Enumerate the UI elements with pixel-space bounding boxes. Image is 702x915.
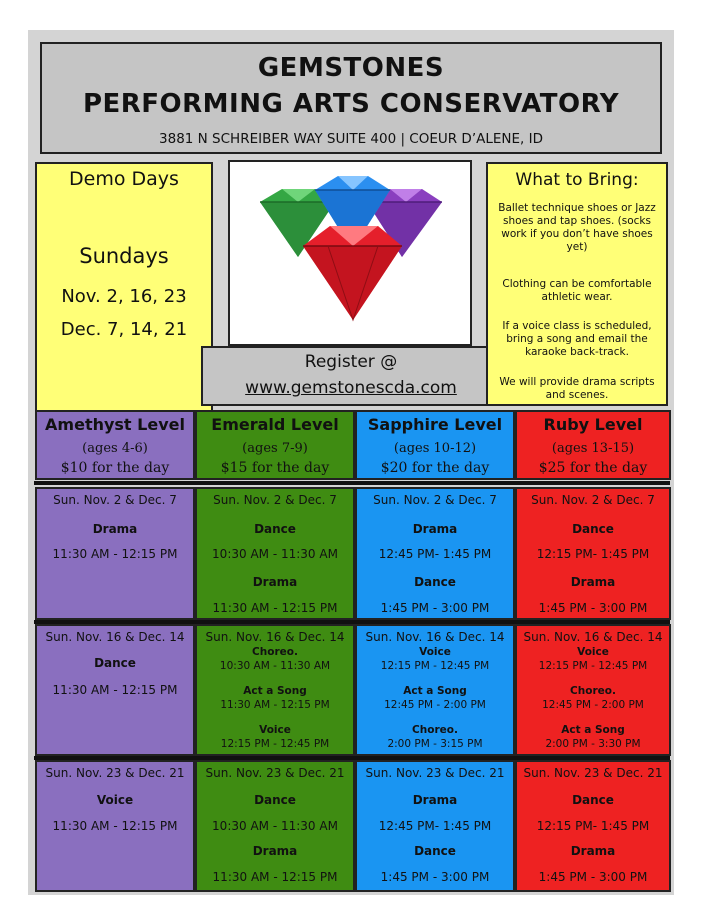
bring-voice-text: If a voice class is scheduled, bring a song and email the karaoke back-track.	[502, 320, 652, 358]
class-time: 1:45 PM - 3:00 PM	[380, 870, 490, 884]
cell-dates: Sun. Nov. 16 & Dec. 14	[45, 630, 185, 644]
class-time: 12:15 PM - 12:45 PM	[380, 660, 490, 672]
level-sapphire	[355, 410, 515, 480]
register-label: Register @	[304, 352, 398, 372]
class-time: 10:30 AM - 11:30 AM	[212, 547, 338, 561]
schedule-cell-sapphire-row1	[355, 487, 515, 620]
cell-dates: Sun. Nov. 23 & Dec. 21	[523, 766, 663, 780]
class-name: Voice	[577, 646, 609, 658]
level-name: Sapphire Level	[367, 415, 503, 434]
cell-dates: Sun. Nov. 2 & Dec. 7	[531, 493, 655, 507]
cell-dates: Sun. Nov. 16 & Dec. 14	[365, 630, 505, 644]
cell-dates: Sun. Nov. 2 & Dec. 7	[53, 493, 177, 507]
schedule-cell-sapphire-row2	[355, 624, 515, 756]
class-time: 12:15 PM - 12:45 PM	[538, 660, 648, 672]
register-box	[201, 346, 501, 406]
level-price: $15 for the day	[220, 460, 330, 476]
level-price: $10 for the day	[60, 460, 170, 476]
cell-dates: Sun. Nov. 23 & Dec. 21	[45, 766, 185, 780]
level-ruby	[515, 410, 671, 480]
class-name: Drama	[570, 844, 616, 858]
level-name: Amethyst Level	[45, 415, 185, 434]
class-time: 12:15 PM - 12:45 PM	[220, 738, 330, 750]
schedule-cell-amethyst-row2	[35, 624, 195, 756]
register-link[interactable]: www.gemstonescda.com	[245, 378, 457, 398]
class-time: 10:30 AM - 11:30 AM	[219, 660, 331, 672]
cell-dates: Sun. Nov. 16 & Dec. 14	[205, 630, 345, 644]
class-name: Voice	[96, 793, 134, 807]
level-name: Ruby Level	[543, 415, 643, 434]
schedule-cell-amethyst-row3	[35, 760, 195, 892]
schedule-cell-emerald-row3	[195, 760, 355, 892]
class-time: 1:45 PM - 3:00 PM	[380, 601, 490, 615]
cell-dates: Sun. Nov. 2 & Dec. 7	[373, 493, 497, 507]
class-time: 2:00 PM - 3:15 PM	[387, 738, 483, 750]
class-time: 1:45 PM - 3:00 PM	[538, 870, 648, 884]
demo-days-title: Demo Days	[69, 168, 179, 190]
class-name: Act a Song	[561, 724, 625, 736]
class-name: Choreo.	[252, 646, 298, 658]
level-emerald	[195, 410, 355, 480]
class-time: 11:30 AM - 12:15 PM	[212, 601, 338, 615]
title-conservatory: PERFORMING ARTS CONSERVATORY	[82, 89, 620, 119]
schedule-cell-sapphire-row3	[355, 760, 515, 892]
level-ages: (ages 7-9)	[242, 441, 308, 456]
class-name: Voice	[259, 724, 291, 736]
demo-days-dates-dec: Dec. 7, 14, 21	[60, 319, 188, 340]
class-time: 11:30 AM - 12:15 PM	[52, 683, 178, 697]
class-time: 1:45 PM - 3:00 PM	[538, 601, 648, 615]
class-name: Drama	[252, 844, 298, 858]
demo-days-box	[35, 162, 213, 414]
class-name: Dance	[414, 844, 456, 858]
bring-clothing-text: Clothing can be comfortable athletic wear.	[502, 278, 652, 303]
class-time: 12:45 PM - 2:00 PM	[542, 699, 644, 711]
class-name: Act a Song	[243, 685, 307, 697]
class-name: Drama	[92, 522, 138, 536]
schedule-cell-emerald-row1	[195, 487, 355, 620]
schedule-cell-ruby-row1	[515, 487, 671, 620]
what-to-bring-title: What to Bring:	[515, 170, 639, 190]
address: 3881 N SCHREIBER WAY SUITE 400 | COEUR D’ALENE, ID	[159, 131, 543, 147]
bring-shoes-text: Ballet technique shoes or Jazz shoes and tap shoes. (socks work if you don’t have shoes yet)	[498, 202, 656, 253]
class-name: Drama	[412, 793, 458, 807]
gemstones-logo-icon	[230, 162, 470, 344]
class-time: 12:15 PM- 1:45 PM	[536, 819, 650, 833]
schedule-cell-amethyst-row1	[35, 487, 195, 620]
level-name: Emerald Level	[211, 415, 339, 434]
class-time: 12:45 PM - 2:00 PM	[384, 699, 486, 711]
class-time: 11:30 AM - 12:15 PM	[220, 699, 330, 711]
class-time: 10:30 AM - 11:30 AM	[212, 819, 338, 833]
header-banner	[40, 42, 662, 154]
cell-dates: Sun. Nov. 16 & Dec. 14	[523, 630, 663, 644]
what-to-bring-box	[486, 162, 668, 406]
cell-dates: Sun. Nov. 2 & Dec. 7	[213, 493, 337, 507]
class-time: 11:30 AM - 12:15 PM	[212, 870, 338, 884]
class-time: 11:30 AM - 12:15 PM	[52, 547, 178, 561]
class-name: Dance	[572, 793, 614, 807]
class-name: Dance	[414, 575, 456, 589]
level-ages: (ages 10-12)	[393, 441, 477, 456]
class-name: Choreo.	[412, 724, 458, 736]
class-name: Act a Song	[403, 685, 467, 697]
level-ages: (ages 4-6)	[82, 441, 148, 456]
level-price: $25 for the day	[538, 460, 648, 476]
cell-dates: Sun. Nov. 23 & Dec. 21	[205, 766, 345, 780]
class-time: 12:15 PM- 1:45 PM	[536, 547, 650, 561]
class-name: Dance	[254, 522, 296, 536]
level-ages: (ages 13-15)	[551, 441, 635, 456]
schedule-cell-ruby-row3	[515, 760, 671, 892]
class-time: 2:00 PM - 3:30 PM	[545, 738, 641, 750]
row-divider	[34, 481, 670, 485]
class-name: Dance	[94, 656, 136, 670]
schedule-cell-emerald-row2	[195, 624, 355, 756]
cell-dates: Sun. Nov. 23 & Dec. 21	[365, 766, 505, 780]
class-name: Dance	[572, 522, 614, 536]
class-name: Voice	[419, 646, 451, 658]
title-gemstones: GEMSTONES	[257, 53, 445, 83]
class-name: Drama	[412, 522, 458, 536]
class-name: Choreo.	[570, 685, 616, 697]
class-time: 12:45 PM- 1:45 PM	[378, 547, 492, 561]
bring-drama-text: We will provide drama scripts and scenes.	[499, 376, 655, 401]
class-time: 11:30 AM - 12:15 PM	[52, 819, 178, 833]
level-amethyst	[35, 410, 195, 480]
demo-days-dates-nov: Nov. 2, 16, 23	[61, 286, 187, 307]
demo-days-day: Sundays	[79, 244, 169, 268]
level-price: $20 for the day	[380, 460, 490, 476]
logo-box	[228, 160, 472, 346]
class-time: 12:45 PM- 1:45 PM	[378, 819, 492, 833]
schedule-cell-ruby-row2	[515, 624, 671, 756]
class-name: Drama	[252, 575, 298, 589]
class-name: Dance	[254, 793, 296, 807]
ruby-gem-icon	[303, 226, 402, 320]
class-name: Drama	[570, 575, 616, 589]
